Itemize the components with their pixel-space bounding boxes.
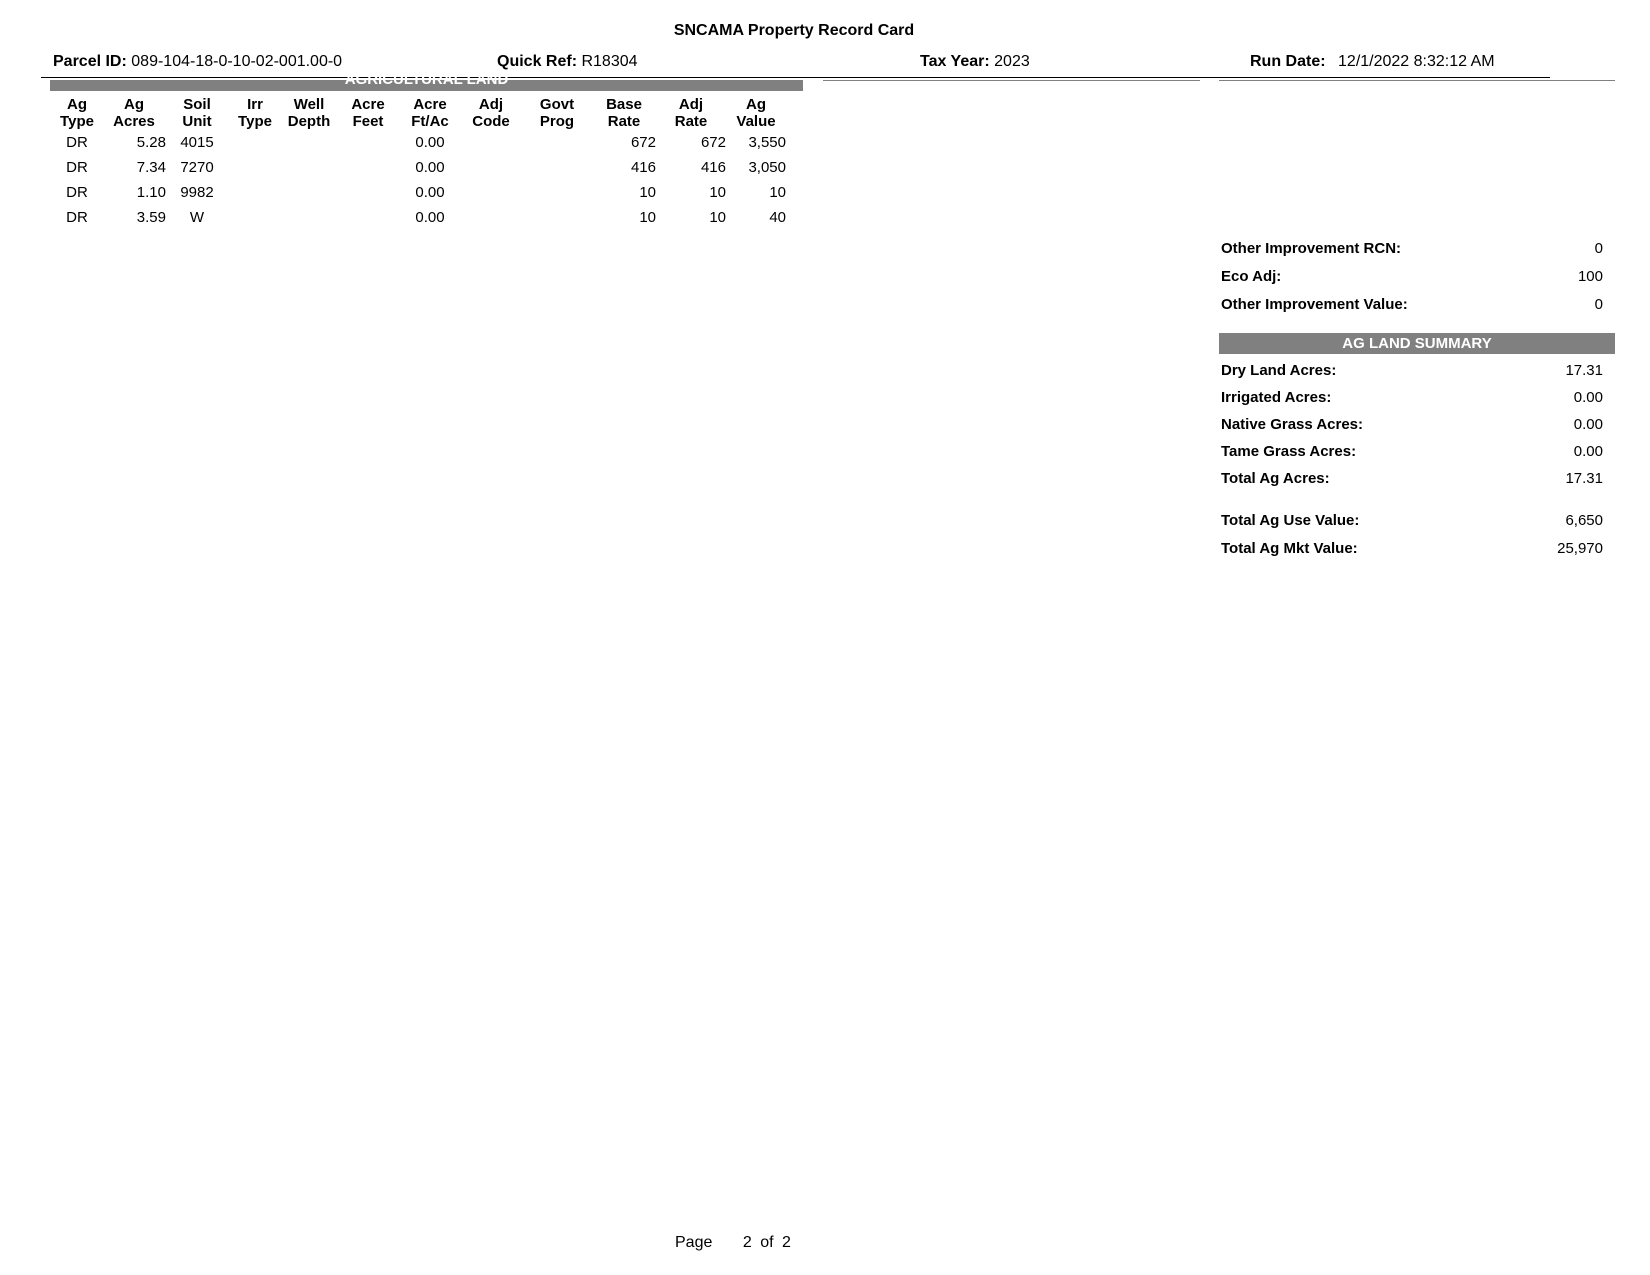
table-row (52, 180, 786, 205)
ag-col-header-line: Value (736, 113, 776, 130)
table-cell: 416 (630, 159, 656, 176)
quick-ref-value: R18304 (581, 53, 638, 70)
summary-row (1221, 362, 1603, 382)
table-cell (460, 155, 522, 180)
summary-value: 6,650 (1565, 512, 1603, 529)
table-cell: DR (66, 209, 88, 226)
table-cell: 4015 (180, 134, 214, 151)
ag-col-header (592, 96, 656, 130)
ag-col-header-line: Feet (352, 113, 384, 130)
summary-value: 0.00 (1573, 443, 1603, 460)
ag-col-header-line: Rate (674, 113, 708, 130)
table-cell: 3,550 (748, 134, 786, 151)
summary-value: 0 (1594, 296, 1603, 313)
ag-col-header (460, 96, 522, 130)
ag-col-header-line: Code (472, 113, 510, 130)
summary-label: Other Improvement RCN: (1221, 240, 1402, 257)
table-cell: 3.59 (136, 209, 166, 226)
ag-land-body (52, 130, 786, 230)
ag-col-header (336, 96, 400, 130)
ag-col-header-line: Unit (182, 113, 212, 130)
section-divider-middle (823, 80, 1200, 81)
table-row (52, 130, 786, 155)
ag-col-header-line: Prog (539, 113, 575, 130)
table-cell (522, 180, 592, 205)
report-title: SNCAMA Property Record Card (673, 22, 915, 39)
summary-row (1221, 470, 1603, 490)
table-cell (336, 205, 400, 230)
ag-col-header-line: Depth (287, 113, 331, 130)
table-cell (282, 180, 336, 205)
table-cell (228, 180, 282, 205)
parcel-id-label: Parcel ID: (53, 53, 127, 70)
summary-value: 25,970 (1557, 540, 1603, 557)
table-cell: 416 (700, 159, 726, 176)
table-cell: DR (66, 134, 88, 151)
summary-row (1221, 296, 1603, 316)
table-cell: 0.00 (415, 184, 445, 201)
summary-value: 17.31 (1565, 362, 1603, 379)
table-cell: 672 (630, 134, 656, 151)
ag-col-header-line: Ag (746, 96, 766, 113)
table-row (52, 205, 786, 230)
table-cell: 0.00 (415, 134, 445, 151)
quick-ref-label: Quick Ref: (497, 53, 578, 70)
ag-land-header-row (52, 96, 786, 130)
run-date-value: 12/1/2022 8:32:12 AM (1338, 53, 1495, 70)
summary-label: Total Ag Use Value: (1221, 512, 1360, 529)
ag-col-header-line: Base (606, 96, 642, 113)
table-cell: 10 (769, 184, 786, 201)
table-cell (228, 205, 282, 230)
ag-land-section-title: AGRICULTURAL LAND (344, 71, 509, 88)
table-cell: 7270 (180, 159, 214, 176)
tax-year-label: Tax Year: (920, 53, 990, 70)
header-divider (41, 77, 1550, 78)
ag-col-header-line: Acre (413, 96, 447, 113)
summary-label: Eco Adj: (1221, 268, 1282, 285)
ag-col-header-line: Ag (124, 96, 144, 113)
table-cell (282, 205, 336, 230)
parcel-id (53, 53, 342, 71)
tax-year (920, 53, 1030, 71)
ag-col-header (726, 96, 786, 130)
table-cell (282, 130, 336, 155)
summary-row (1221, 268, 1603, 288)
summary-row (1221, 443, 1603, 463)
table-cell: 9982 (180, 184, 214, 201)
table-row (52, 155, 786, 180)
quick-ref (497, 53, 638, 71)
table-cell: 10 (709, 184, 726, 201)
table-cell: 5.28 (136, 134, 166, 151)
ag-col-header (228, 96, 282, 130)
table-cell (336, 155, 400, 180)
ag-col-header (400, 96, 460, 130)
tax-year-value: 2023 (994, 53, 1030, 70)
table-cell: 10 (639, 184, 656, 201)
summary-value: 17.31 (1565, 470, 1603, 487)
summary-row (1221, 540, 1603, 560)
table-cell (336, 130, 400, 155)
summary-row (1221, 512, 1603, 532)
table-cell: DR (66, 159, 88, 176)
table-cell (522, 155, 592, 180)
summary-label: Total Ag Mkt Value: (1221, 540, 1358, 557)
table-cell: W (189, 209, 205, 226)
table-cell (460, 130, 522, 155)
summary-value: 100 (1577, 268, 1603, 285)
table-cell (522, 130, 592, 155)
ag-col-header-line: Rate (607, 113, 641, 130)
ag-col-header (522, 96, 592, 130)
summary-label: Total Ag Acres: (1221, 470, 1330, 487)
page-label: Page (675, 1234, 713, 1251)
summary-label: Native Grass Acres: (1221, 416, 1364, 433)
ag-col-header-line: Irr (247, 96, 263, 113)
page-of-label: of (760, 1234, 774, 1251)
ag-col-header (102, 96, 166, 130)
ag-col-header (656, 96, 726, 130)
table-cell (228, 155, 282, 180)
table-cell: 40 (769, 209, 786, 226)
summary-label: Irrigated Acres: (1221, 389, 1332, 406)
run-date-label: Run Date: (1250, 53, 1326, 70)
table-cell: 672 (700, 134, 726, 151)
table-cell (336, 180, 400, 205)
table-cell (460, 205, 522, 230)
summary-label: Tame Grass Acres: (1221, 443, 1357, 460)
run-date (1250, 53, 1495, 71)
ag-col-header-line: Well (293, 96, 325, 113)
ag-col-header-line: Ft/Ac (411, 113, 449, 130)
table-cell: 10 (709, 209, 726, 226)
ag-col-header-line: Type (60, 113, 94, 130)
table-cell: 10 (639, 209, 656, 226)
summary-row (1221, 240, 1603, 260)
parcel-id-value: 089-104-18-0-10-02-001.00-0 (131, 53, 343, 70)
table-cell: 1.10 (136, 184, 166, 201)
table-cell: 0.00 (415, 159, 445, 176)
page-number: 2 (742, 1234, 752, 1251)
table-cell: 0.00 (415, 209, 445, 226)
table-cell: 7.34 (136, 159, 166, 176)
ag-col-header-line: Adj (478, 96, 504, 113)
table-cell (522, 205, 592, 230)
ag-col-header (166, 96, 228, 130)
ag-summary-header: AG LAND SUMMARY (1219, 333, 1615, 354)
table-cell (282, 155, 336, 180)
summary-value: 0.00 (1573, 389, 1603, 406)
ag-col-header-line: Adj (678, 96, 704, 113)
summary-row (1221, 416, 1603, 436)
summary-label: Other Improvement Value: (1221, 296, 1408, 313)
table-cell: 3,050 (748, 159, 786, 176)
table-cell (228, 130, 282, 155)
ag-col-header-line: Type (238, 113, 272, 130)
page-total: 2 (781, 1234, 791, 1251)
section-divider-right (1219, 80, 1615, 81)
page-footer (675, 1234, 791, 1252)
ag-land-section-header (50, 71, 803, 91)
summary-value: 0 (1594, 240, 1603, 257)
summary-value: 0.00 (1573, 416, 1603, 433)
table-cell (460, 180, 522, 205)
ag-col-header-line: Acres (113, 113, 155, 130)
ag-col-header-line: Soil (183, 96, 211, 113)
ag-col-header-line: Govt (539, 96, 575, 113)
summary-row (1221, 389, 1603, 409)
table-cell: DR (66, 184, 88, 201)
ag-col-header (52, 96, 102, 130)
ag-land-table (52, 96, 786, 230)
summary-label: Dry Land Acres: (1221, 362, 1337, 379)
ag-col-header (282, 96, 336, 130)
ag-col-header-line: Ag (67, 96, 87, 113)
ag-col-header-line: Acre (351, 96, 385, 113)
